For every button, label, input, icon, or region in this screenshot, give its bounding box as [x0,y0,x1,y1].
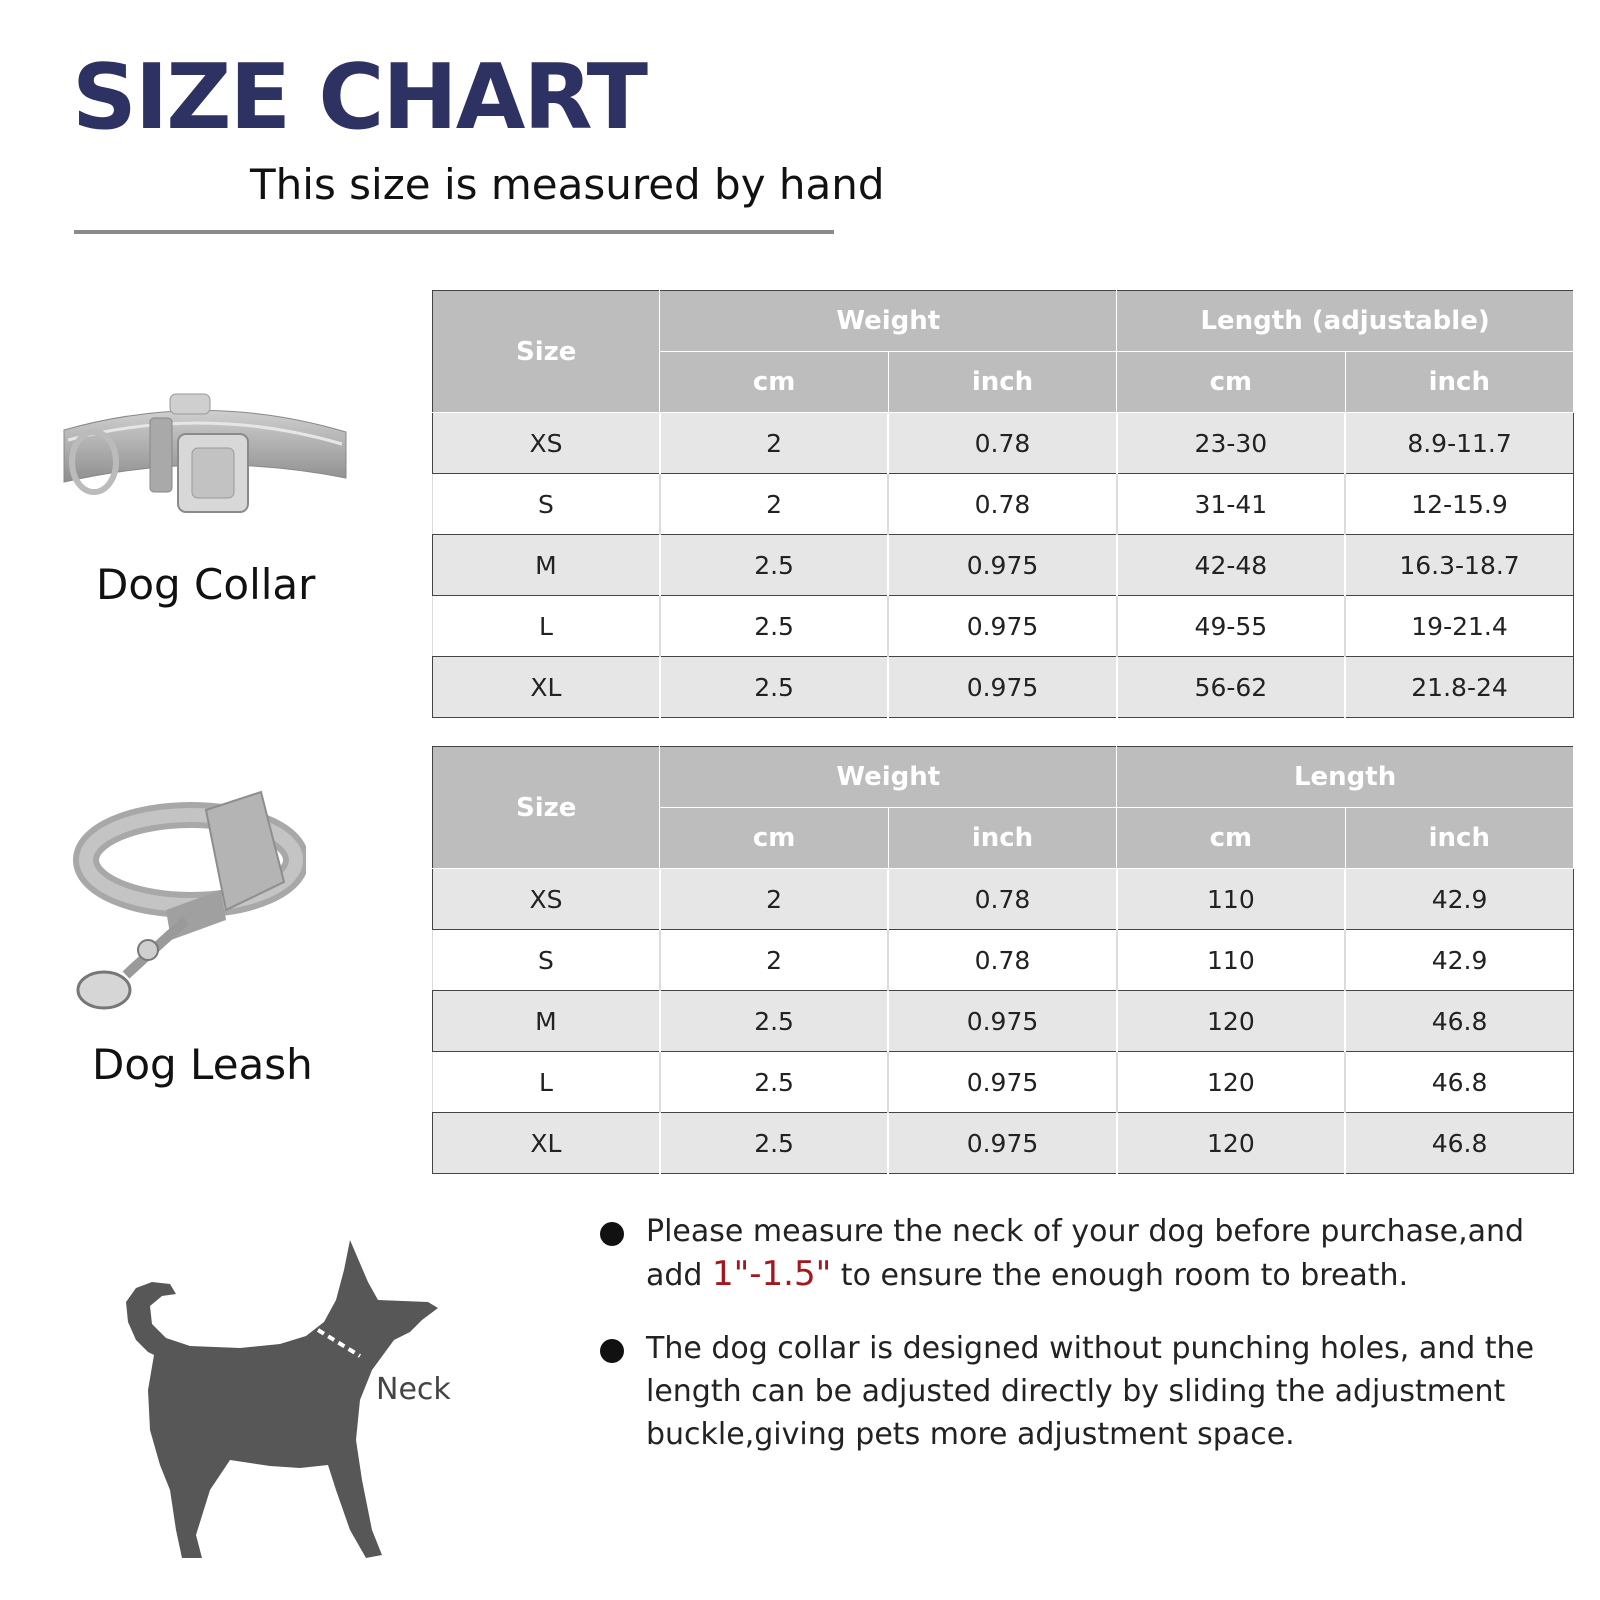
value-cell: 8.9-11.7 [1345,413,1573,474]
value-cell: 0.975 [888,535,1116,596]
note-text [646,1210,1560,1297]
dog-collar-label: Dog Collar [96,560,316,609]
value-cell: 56-62 [1117,657,1345,718]
leash-size-table [432,746,1574,1174]
weight-group-header: Weight [660,747,1117,808]
note-text-part: to ensure the enough room to breath. [831,1258,1409,1293]
unit-header: inch [888,808,1116,869]
table-row [433,657,1574,718]
note-text-part: Please measure the neck of your dog before purchase,and add [646,1214,1525,1293]
table-row [433,1052,1574,1113]
size-cell: S [433,930,660,991]
unit-header: cm [1117,808,1345,869]
value-cell: 2 [660,474,888,535]
value-cell: 19-21.4 [1345,596,1573,657]
length-group-header: Length (adjustable) [1117,291,1574,352]
unit-header: inch [888,352,1116,413]
size-column-header: Size [433,291,660,413]
value-cell: 110 [1117,930,1345,991]
dog-collar-image [60,390,350,520]
size-column-header: Size [433,747,660,869]
note-text [646,1327,1560,1456]
list-item [600,1327,1560,1456]
dog-leash-label: Dog Leash [92,1040,313,1089]
size-cell: M [433,535,660,596]
size-cell: L [433,596,660,657]
size-cell: XS [433,869,660,930]
value-cell: 16.3-18.7 [1345,535,1573,596]
value-cell: 42.9 [1345,930,1573,991]
value-cell: 0.78 [888,474,1116,535]
value-cell: 2 [660,413,888,474]
value-cell: 0.78 [888,930,1116,991]
table-row [433,930,1574,991]
note-text-part: The dog collar is designed without punching holes, and the length can be adjusted directly by sliding the adjustment buckle,giving pets more adjustment space. [646,1331,1535,1452]
dog-leash-image [56,790,306,1020]
table-row [433,474,1574,535]
value-cell: 46.8 [1345,991,1573,1052]
unit-header: cm [660,808,888,869]
value-cell: 2 [660,930,888,991]
value-cell: 0.975 [888,991,1116,1052]
value-cell: 2.5 [660,596,888,657]
value-cell: 49-55 [1117,596,1345,657]
value-cell: 2.5 [660,535,888,596]
value-cell: 0.975 [888,1052,1116,1113]
value-cell: 46.8 [1345,1052,1573,1113]
value-cell: 0.78 [888,869,1116,930]
table-row [433,1113,1574,1174]
table-row [433,596,1574,657]
neck-label: Neck [376,1372,451,1407]
value-cell: 0.975 [888,657,1116,718]
value-cell: 120 [1117,1113,1345,1174]
length-group-header: Length [1117,747,1574,808]
bullet-icon [600,1339,624,1363]
notes-list [600,1210,1560,1486]
value-cell: 2.5 [660,1052,888,1113]
list-item [600,1210,1560,1297]
note-highlight: 1"-1.5" [712,1254,832,1294]
value-cell: 110 [1117,869,1345,930]
unit-header: cm [1117,352,1345,413]
table-row [433,535,1574,596]
value-cell: 2.5 [660,1113,888,1174]
value-cell: 0.78 [888,413,1116,474]
unit-header: inch [1345,808,1573,869]
value-cell: 120 [1117,1052,1345,1113]
size-cell: L [433,1052,660,1113]
size-cell: XS [433,413,660,474]
value-cell: 42.9 [1345,869,1573,930]
value-cell: 31-41 [1117,474,1345,535]
value-cell: 120 [1117,991,1345,1052]
value-cell: 0.975 [888,1113,1116,1174]
size-cell: XL [433,1113,660,1174]
value-cell: 2 [660,869,888,930]
weight-group-header: Weight [660,291,1117,352]
value-cell: 0.975 [888,596,1116,657]
table-row [433,869,1574,930]
page-subtitle: This size is measured by hand [250,160,885,209]
value-cell: 42-48 [1117,535,1345,596]
title-divider [74,230,834,234]
page-title: SIZE CHART [72,45,647,150]
value-cell: 21.8-24 [1345,657,1573,718]
collar-size-table [432,290,1574,718]
dog-silhouette-icon [110,1240,450,1580]
value-cell: 23-30 [1117,413,1345,474]
value-cell: 2.5 [660,657,888,718]
value-cell: 46.8 [1345,1113,1573,1174]
bullet-icon [600,1222,624,1246]
table-row [433,991,1574,1052]
size-cell: S [433,474,660,535]
size-cell: XL [433,657,660,718]
value-cell: 12-15.9 [1345,474,1573,535]
value-cell: 2.5 [660,991,888,1052]
size-cell: M [433,991,660,1052]
table-row [433,413,1574,474]
unit-header: inch [1345,352,1573,413]
unit-header: cm [660,352,888,413]
